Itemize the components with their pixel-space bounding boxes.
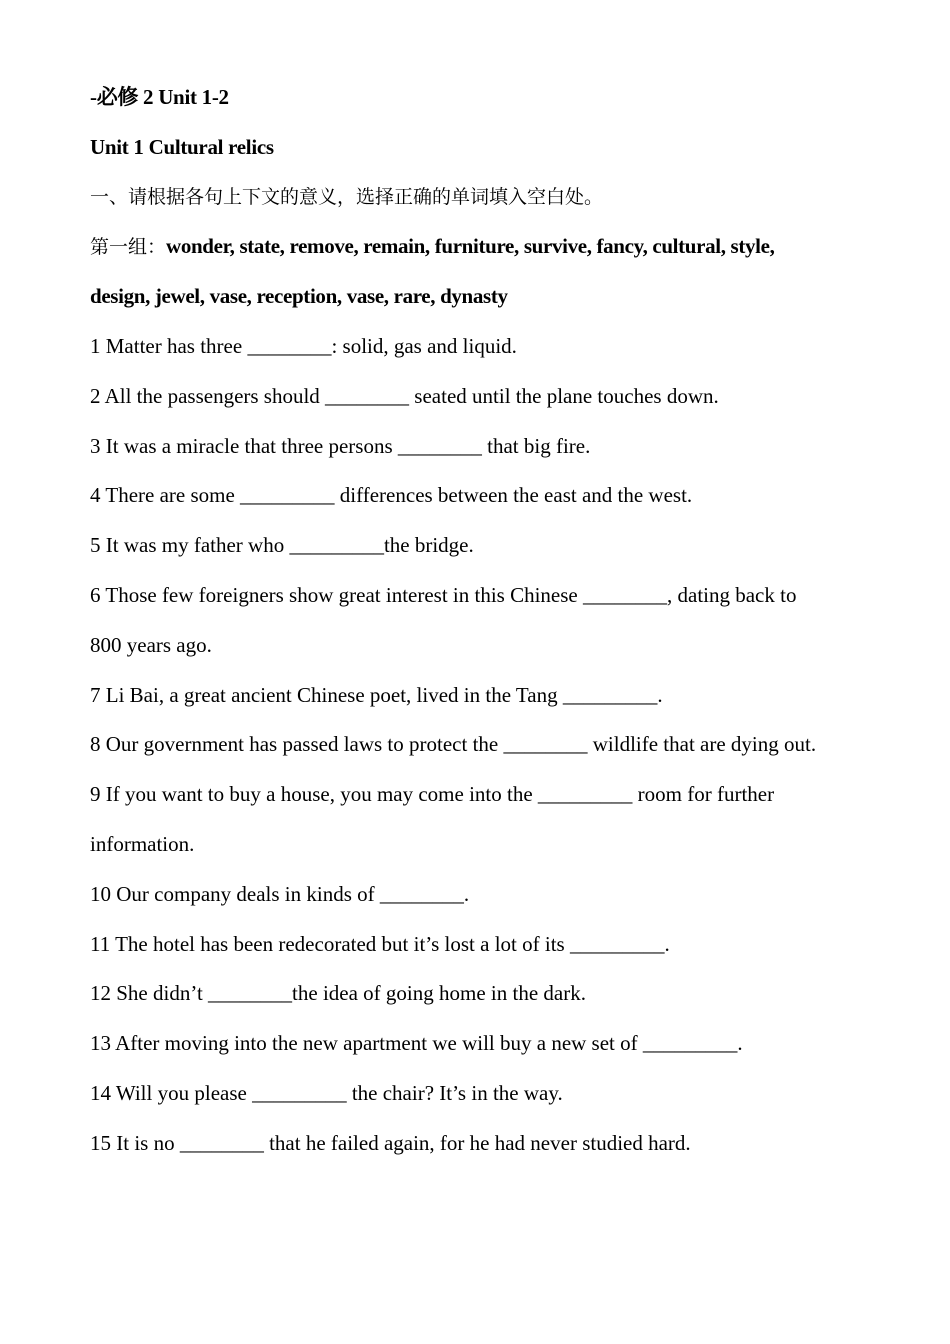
instruction-text: 一、请根据各句上下文的意义，选择正确的单词填入空白处。 (90, 185, 604, 208)
sentence-line: 1 Matter has three ________: solid, gas and liquid. (90, 333, 517, 358)
sentence-line: 5 It was my father who _________the bridge. (90, 533, 474, 558)
sentence-line: 6 Those few foreigners show great interest in this Chinese ________, dating back to (90, 582, 797, 607)
sentence-line: 2 All the passengers should ________ seated until the plane touches down. (90, 383, 719, 408)
sentence-line: 3 It was a miracle that three persons ________ that big fire. (90, 433, 591, 458)
document-title: -必修 2 Unit 1-2 (90, 85, 229, 109)
sentence-line: 8 Our government has passed laws to protect the ________ wildlife that are dying out. (90, 732, 817, 757)
sentence-line: 13 After moving into the new apartment we will buy a new set of _________. (90, 1031, 743, 1056)
sentence-line-continued: information. (90, 831, 195, 856)
group-label: 第一组： (90, 236, 167, 259)
sentence-line: 12 She didn’t ________the idea of going home in the dark. (90, 981, 586, 1006)
sentence-line: 11 The hotel has been redecorated but it’s lost a lot of its _________. (90, 931, 670, 956)
sentence-line: 14 Will you please _________ the chair? It’s in the way. (90, 1080, 563, 1105)
sentence-line: 9 If you want to buy a house, you may come into the _________ room for further (90, 782, 775, 807)
unit-title: Unit 1 Cultural relics (90, 134, 274, 159)
sentence-line: 7 Li Bai, a great ancient Chinese poet, lived in the Tang _________. (90, 682, 663, 707)
worksheet-page (90, 79, 880, 1175)
word-list-line-2: design, jewel, vase, reception, vase, rare, dynasty (90, 284, 508, 309)
sentence-line: 15 It is no ________ that he failed again, for he had never studied hard. (90, 1130, 691, 1155)
word-list-line-1 (90, 228, 880, 278)
sentence-line-continued: 800 years ago. (90, 632, 212, 657)
sentence-line: 10 Our company deals in kinds of ________. (90, 881, 470, 906)
word-list-part-1: wonder, state, remove, remain, furniture, survive, fancy, cultural, style, (166, 234, 775, 259)
sentence-line: 4 There are some _________ differences between the east and the west. (90, 483, 693, 508)
